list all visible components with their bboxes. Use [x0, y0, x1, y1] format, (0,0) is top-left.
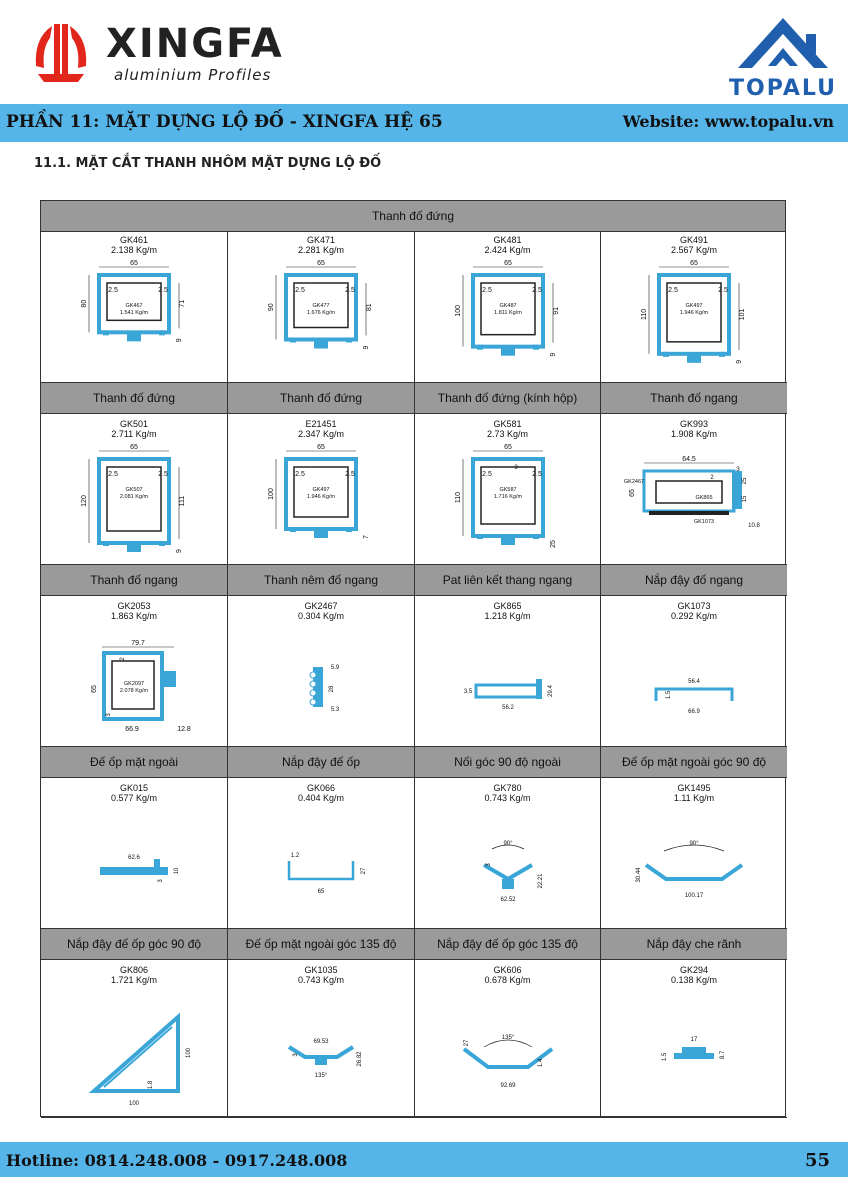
dimension-label: 1.541 Kg/m	[119, 310, 149, 316]
dimension-label: 9	[176, 338, 183, 343]
profile-code: GK581	[493, 419, 522, 429]
profile-weight: 0.292 Kg/m	[670, 611, 718, 621]
dimension-label: 90°	[503, 841, 513, 847]
dimension-label: 2.5	[482, 287, 492, 294]
dimension-label: 1.4	[538, 1058, 544, 1068]
cell-title: Thanh đố ngang	[601, 383, 787, 414]
cell-title: Thanh đố đứng	[41, 383, 227, 414]
profile-cell	[41, 383, 228, 565]
profile-code: GK865	[493, 601, 522, 611]
profile-weight: 1.908 Kg/m	[670, 429, 718, 439]
dimension-label: 101	[739, 308, 746, 321]
dimension-label: 1.811 Kg/m	[494, 310, 522, 316]
profile-cell	[228, 565, 415, 747]
dimension-label: 62.52	[500, 897, 516, 903]
profile-drawing	[81, 444, 186, 553]
dimension-label: GK477	[312, 303, 330, 309]
dimension-label: 9	[176, 549, 183, 553]
dimension-label: GK507	[125, 487, 143, 493]
dimension-label: 91	[553, 306, 560, 315]
dimension-label: 66.9	[688, 709, 700, 715]
brand-tagline: aluminium Profiles	[114, 66, 272, 84]
profile-section-svg	[418, 623, 598, 745]
dimension-label: 110	[455, 491, 462, 504]
profile-weight: 2.567 Kg/m	[670, 245, 718, 255]
profile-section-svg	[231, 623, 411, 745]
cell-title: Đế ốp mặt ngoài góc 90 độ	[601, 747, 787, 778]
cell-title: Thanh đố đứng	[228, 383, 414, 414]
profile-section-svg	[604, 623, 784, 745]
dimension-label: 65	[690, 260, 698, 267]
subheading: 11.1. MẶT CẮT THANH NHÔM MẶT DỰNG LỘ ĐỐ	[34, 156, 382, 171]
dimension-label: 90	[268, 303, 275, 312]
profile-cell	[41, 565, 228, 747]
profile-drawing	[624, 456, 761, 529]
dimension-label: 2.5	[482, 471, 492, 478]
profile-drawing	[464, 1035, 552, 1089]
profile-section-svg	[44, 623, 224, 745]
dimension-label: 3	[106, 713, 112, 717]
profile-code: GK066	[306, 783, 336, 793]
dimension-label: 65	[130, 260, 138, 267]
profile-section-svg	[44, 257, 224, 381]
cell-title: Thanh đố ngang	[41, 565, 227, 596]
dimension-label: 3	[158, 879, 164, 883]
dimension-label: 2.081 Kg/m	[119, 494, 149, 500]
profile-code: GK606	[493, 965, 522, 975]
cell-title: Nắp đậy đế ốp góc 90 độ	[41, 929, 227, 960]
profile-weight: 2.711 Kg/m	[111, 429, 157, 439]
dimension-label: 5.9	[330, 665, 340, 671]
profile-section-svg	[231, 805, 411, 927]
dimension-label: 111	[179, 495, 186, 507]
profile-cell	[415, 383, 601, 565]
profile-cell	[415, 747, 601, 929]
dimension-label: 15	[742, 495, 748, 503]
cell-title: Nắp đậy đế ốp góc 135 độ	[415, 929, 600, 960]
dimension-label: 2.5	[295, 471, 305, 478]
profile-drawing	[662, 1037, 726, 1061]
profile-code: E21451	[305, 419, 337, 429]
profile-drawing	[100, 855, 180, 883]
dimension-label: 65	[91, 685, 98, 693]
dimension-label: 12.8	[177, 726, 191, 733]
profile-cell	[41, 929, 228, 1118]
profile-weight: 0.743 Kg/m	[297, 975, 345, 985]
profile-section-svg	[604, 987, 784, 1116]
main-header: Thanh đố đứng	[41, 201, 785, 232]
profile-cell	[601, 747, 787, 929]
profile-code: GK294	[679, 965, 709, 975]
dimension-label: 71	[179, 299, 186, 308]
cell-title: Pat liên kết thang ngang	[415, 565, 600, 596]
profile-code: GK471	[306, 235, 336, 245]
dimension-label: GK467	[125, 303, 143, 309]
dimension-label: 3	[514, 465, 518, 471]
dimension-label: GK587	[499, 487, 517, 493]
profile-code: GK993	[679, 419, 709, 429]
dimension-label: 29.4	[548, 685, 554, 697]
dimension-label: GK865	[695, 495, 713, 501]
dimension-label: 66.9	[125, 726, 139, 733]
profile-weight: 0.138 Kg/m	[670, 975, 718, 985]
dimension-label: 2.5	[295, 287, 305, 294]
dimension-label: 100.17	[684, 893, 704, 899]
dimension-label: 2.5	[158, 287, 168, 294]
profile-cell	[228, 383, 415, 565]
dimension-label: GK1073	[693, 519, 715, 525]
profile-drawing	[289, 1039, 363, 1079]
profile-weight: 1.218 Kg/m	[484, 611, 531, 621]
cell-title: Nắp đậy đố ngang	[601, 565, 787, 596]
dimension-label: 100	[268, 488, 275, 500]
profile-cell	[601, 565, 787, 747]
profile-weight: 0.743 Kg/m	[484, 793, 531, 803]
profile-cell	[415, 565, 601, 747]
dimension-label: 110	[641, 308, 648, 321]
dimension-label: 2.5	[532, 287, 542, 294]
profile-code: GK2467	[304, 601, 338, 611]
dimension-label: 3	[293, 1053, 299, 1057]
dimension-label: 65	[317, 889, 325, 895]
profile-drawing	[91, 640, 191, 733]
profile-drawing	[455, 260, 560, 357]
dimension-label: 26.82	[357, 1051, 363, 1067]
profile-code: GK481	[493, 235, 522, 245]
profile-section-svg	[231, 257, 411, 381]
dimension-label: 10	[174, 867, 180, 875]
profile-weight: 0.404 Kg/m	[297, 793, 345, 803]
profile-weight: 0.678 Kg/m	[484, 975, 531, 985]
dimension-label: 90°	[689, 841, 699, 847]
dimension-label: 1.946 Kg/m	[306, 494, 336, 500]
profile-code: GK1035	[304, 965, 338, 975]
profile-cell	[41, 747, 228, 929]
profile-section-svg	[231, 441, 411, 563]
dimension-label: 5.3	[330, 707, 340, 713]
dimension-label: 1.716 Kg/m	[493, 494, 523, 500]
dimension-label: 3	[736, 467, 740, 473]
dimension-label: 65	[317, 444, 325, 451]
dimension-label: 2.078 Kg/m	[119, 688, 149, 694]
dimension-label: 3.5	[463, 689, 473, 695]
dimension-label: 1.5	[662, 1052, 668, 1062]
dimension-label: GK2467	[623, 479, 645, 485]
profile-section-svg	[604, 441, 784, 563]
dimension-label: 65	[317, 260, 325, 267]
profile-section-svg	[44, 441, 224, 563]
dimension-label: 100	[186, 1047, 192, 1059]
dimension-label: 135°	[314, 1073, 328, 1079]
dimension-label: 65	[504, 444, 512, 451]
profile-cell	[601, 231, 787, 383]
topalu-wordmark: TOPALU	[729, 76, 837, 101]
dimension-label: GK2097	[123, 681, 145, 687]
dimension-label: 9	[736, 359, 743, 364]
profile-weight: 2.347 Kg/m	[297, 429, 345, 439]
cell-title: Đế ốp mặt ngoài góc 135 độ	[228, 929, 414, 960]
dimension-label: GK487	[499, 303, 517, 309]
profile-drawing	[268, 260, 373, 349]
profile-cell	[415, 929, 601, 1118]
profile-code: GK2053	[117, 601, 151, 611]
cell-title: Đế ốp mặt ngoài	[41, 747, 227, 778]
dimension-label: 25	[550, 540, 557, 548]
dimension-label: 28	[329, 685, 335, 693]
dimension-label: 30.44	[636, 867, 642, 883]
dimension-label: 10.8	[748, 523, 760, 529]
dimension-label: 2.5	[345, 471, 355, 478]
dimension-label: 2.5	[532, 471, 542, 478]
dimension-label: 7	[363, 535, 370, 539]
dimension-label: 81	[366, 303, 373, 312]
profile-section-svg	[604, 805, 784, 927]
profile-weight: 2.73 Kg/m	[486, 429, 529, 439]
profile-weight: 0.304 Kg/m	[297, 611, 345, 621]
profile-code: GK1073	[677, 601, 711, 611]
profile-cell	[228, 929, 415, 1118]
dimension-label: 1.676 Kg/m	[306, 310, 336, 316]
cell-title: Nắp đậy đế ốp	[228, 747, 414, 778]
dimension-label: GK497	[312, 487, 330, 493]
profile-drawing	[81, 260, 186, 342]
dimension-label: 2.5	[345, 287, 355, 294]
profile-section-svg	[418, 257, 598, 381]
dimension-label: 2.5	[108, 287, 118, 294]
xingfa-mark-icon	[28, 18, 94, 84]
page-number: 55	[804, 1150, 830, 1171]
dimension-label: 3	[486, 863, 492, 867]
dimension-label: 9	[550, 352, 557, 357]
xingfa-logo	[28, 18, 288, 88]
profile-drawing	[268, 444, 370, 539]
dimension-label: 8.7	[720, 1050, 726, 1060]
dimension-label: 100	[455, 304, 462, 317]
profile-cell	[228, 231, 415, 383]
profile-code: GK461	[119, 235, 149, 245]
profile-drawing	[641, 260, 746, 364]
profile-code: GK501	[119, 419, 149, 429]
dimension-label: 2.5	[718, 287, 728, 294]
profile-code: GK806	[119, 965, 149, 975]
profile-code: GK1495	[677, 783, 711, 793]
profile-cell	[601, 929, 787, 1118]
dimension-label: 56.2	[502, 705, 514, 711]
cell-title: Thanh đố đứng (kính hộp)	[415, 383, 600, 414]
dimension-label: 9	[363, 345, 370, 350]
dimension-label: 17	[690, 1037, 698, 1043]
profile-code: GK780	[493, 783, 522, 793]
dimension-label: 69.53	[313, 1039, 329, 1045]
dimension-label: 135°	[501, 1035, 515, 1041]
dimension-label: 2.5	[158, 471, 168, 478]
website-link[interactable]: Website: www.topalu.vn	[622, 112, 834, 131]
profile-cell	[41, 231, 228, 383]
profile-weight: 1.863 Kg/m	[110, 611, 158, 621]
hotline: Hotline: 0814.248.008 - 0917.248.008	[6, 1151, 348, 1170]
dimension-label: 22.21	[538, 873, 544, 889]
profile-weight: 2.138 Kg/m	[110, 245, 158, 255]
dimension-label: 79.7	[131, 640, 145, 647]
dimension-label: 100	[128, 1101, 140, 1107]
dimension-label: GK497	[685, 303, 703, 309]
dimension-label: 65	[629, 489, 636, 497]
profile-section-svg	[231, 987, 411, 1116]
dimension-label: 25	[742, 477, 748, 485]
profile-code: GK015	[119, 783, 149, 793]
dimension-label: 27	[361, 867, 367, 875]
profile-drawing	[310, 665, 340, 713]
dimension-label: 1.946 Kg/m	[679, 310, 709, 316]
dimension-label: 80	[81, 299, 88, 308]
dimension-label: 92.69	[500, 1083, 516, 1089]
cell-title: Thanh nêm đố ngang	[228, 565, 414, 596]
dimension-label: 56.4	[688, 679, 700, 685]
profile-weight: 2.424 Kg/m	[484, 245, 531, 255]
profile-weight: 0.577 Kg/m	[110, 793, 158, 803]
dimension-label: 64.5	[682, 456, 696, 463]
profile-section-svg	[418, 805, 598, 927]
profile-weight: 2.281 Kg/m	[297, 245, 345, 255]
cell-title: Nối góc 90 độ ngoài	[415, 747, 600, 778]
profile-cell	[601, 383, 787, 565]
topalu-logo	[728, 16, 838, 104]
dimension-label: 65	[130, 444, 138, 451]
profile-drawing	[455, 444, 557, 548]
profile-weight: 1.11 Kg/m	[673, 793, 715, 803]
profile-drawing	[289, 853, 367, 895]
profile-weight: 1.721 Kg/m	[110, 975, 158, 985]
dimension-label: 65	[504, 260, 512, 267]
profile-code: GK491	[679, 235, 709, 245]
profile-section-svg	[418, 987, 598, 1116]
topalu-house-icon	[728, 16, 838, 76]
profile-drawing	[464, 679, 554, 711]
dimension-label: 2.5	[108, 471, 118, 478]
brand-name: XINGFA	[106, 21, 284, 67]
dimension-label: 62.6	[128, 855, 140, 861]
profile-section-svg	[44, 805, 224, 927]
dimension-label: 1.8	[148, 1080, 154, 1090]
profile-cell	[228, 747, 415, 929]
profile-table	[40, 200, 786, 1117]
profile-section-svg	[418, 441, 598, 563]
profile-section-svg	[44, 987, 224, 1116]
dimension-label: 1.5	[666, 690, 672, 700]
dimension-label: 1.2	[290, 853, 300, 859]
profile-drawing	[94, 1017, 192, 1107]
cell-title: Nắp đậy che rãnh	[601, 929, 787, 960]
profile-drawing	[656, 679, 732, 715]
dimension-label: 2.5	[668, 287, 678, 294]
dimension-label: 2	[120, 657, 126, 661]
dimension-label: 120	[81, 495, 88, 507]
profile-cell	[415, 231, 601, 383]
dimension-label: 2	[710, 475, 714, 481]
section-title: PHẦN 11: MẶT DỰNG LỘ ĐỐ - XINGFA HỆ 65	[6, 112, 443, 132]
dimension-label: 27	[464, 1039, 470, 1047]
profile-section-svg	[604, 257, 784, 381]
profile-drawing	[484, 841, 544, 903]
profile-drawing	[636, 841, 742, 899]
